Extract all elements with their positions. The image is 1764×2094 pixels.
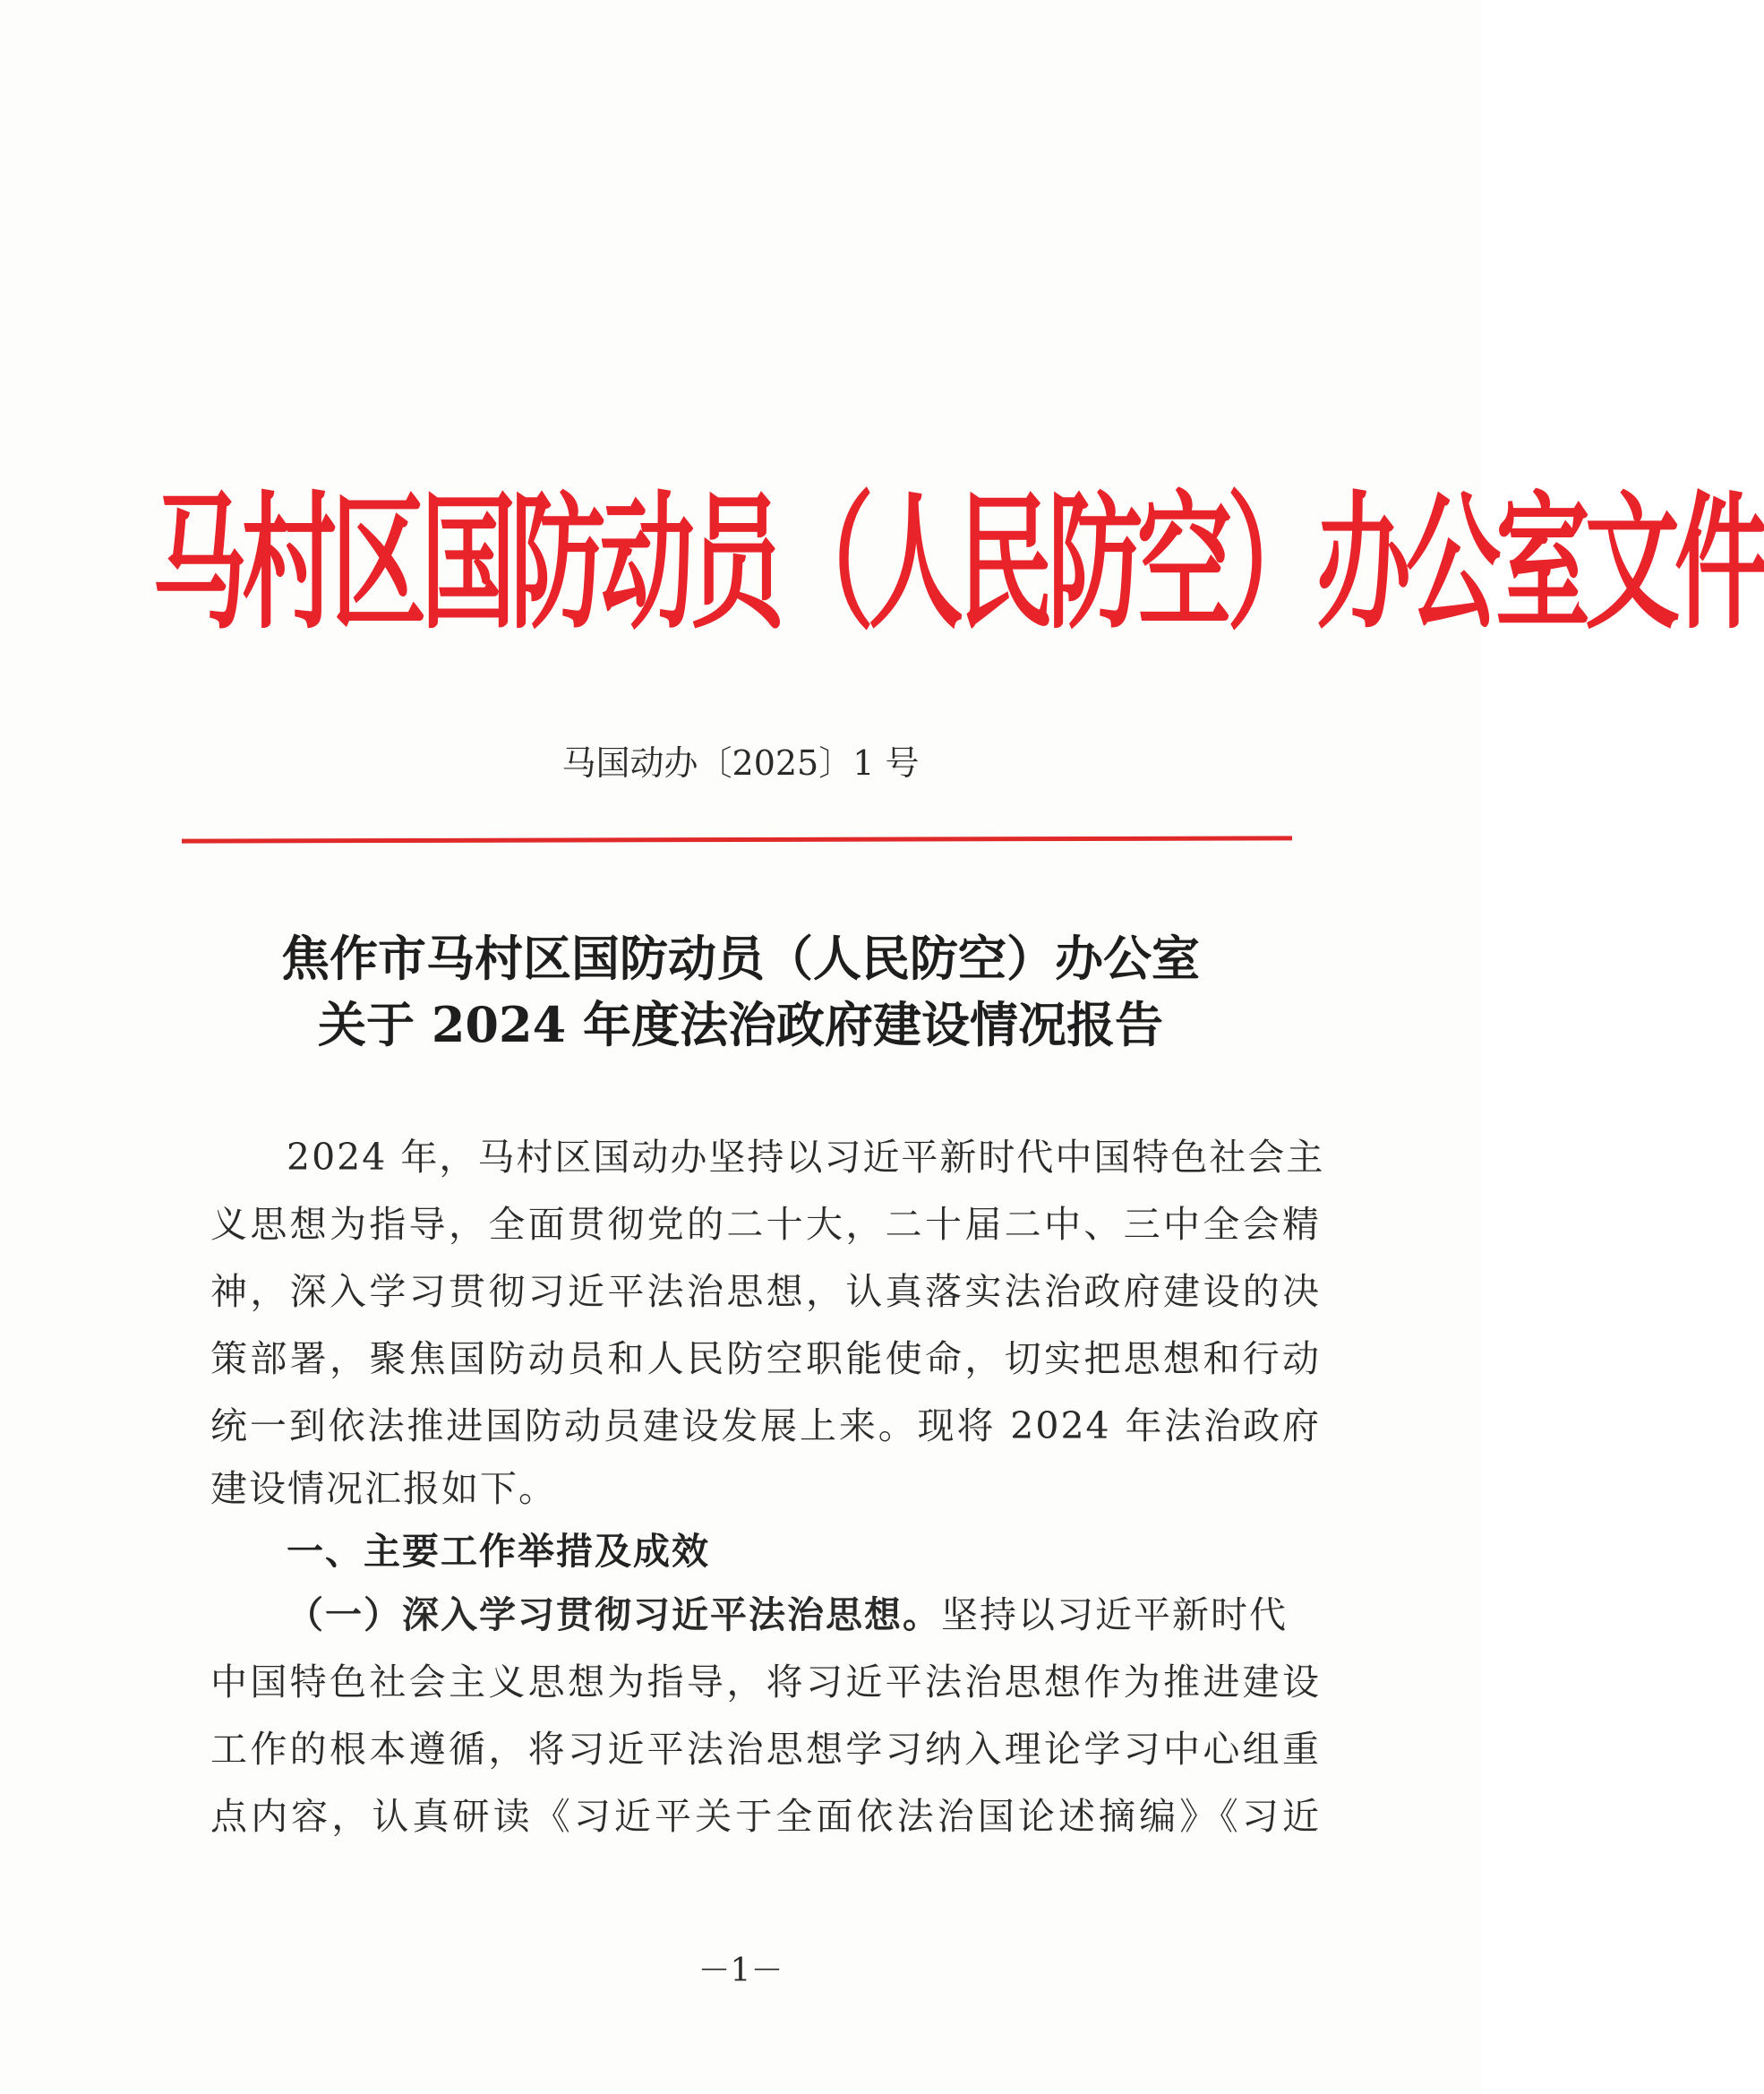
body-paragraph-line: 统一到依法推进国防动员建设发展上来。现将 2024 年法治政府 [210,1404,1321,1447]
body-paragraph-line: 策部署，聚焦国防动员和人民防空职能使命，切实把思想和行动 [210,1337,1321,1380]
document-header-title: 马村区国防动员（人民防空）办公室文件 [152,477,1764,649]
red-divider-rule [182,836,1292,843]
section-heading: 一、主要工作举措及成效 [287,1530,710,1573]
report-title-line-1: 焦作市马村区国防动员（人民防空）办公室 [281,930,1200,987]
body-paragraph-line: 中国特色社会主义思想为指导，将习近平法治思想作为推进建设 [210,1661,1321,1704]
subsection-first-line [287,1588,1321,1642]
body-paragraph-line: 工作的根本遵循，将习近平法治思想学习纳入理论学习中心组重 [210,1728,1321,1771]
body-paragraph-line: 2024 年，马村区国动办坚持以习近平新时代中国特色社会主 [287,1136,1325,1179]
report-title-line-2: 关于 2024 年度法治政府建设情况报告 [318,996,1163,1053]
body-paragraph-line: 点内容，认真研读《习近平关于全面依法治国论述摘编》《习近 [210,1795,1321,1838]
body-paragraph-line: 建设情况汇报如下。 [210,1467,557,1510]
body-paragraph-line: 义思想为指导，全面贯彻党的二十大，二十届二中、三中全会精 [210,1203,1321,1246]
page-number: －1－ [698,1952,784,1989]
document-number: 马国动办〔2025〕1 号 [561,743,920,783]
subsection-heading: （一）深入学习贯彻习近平法治思想。 [287,1593,941,1636]
body-paragraph-line: 神，深入学习贯彻习近平法治思想，认真落实法治政府建设的决 [210,1270,1321,1313]
subsection-text: 坚持以习近平新时代 [941,1593,1288,1636]
